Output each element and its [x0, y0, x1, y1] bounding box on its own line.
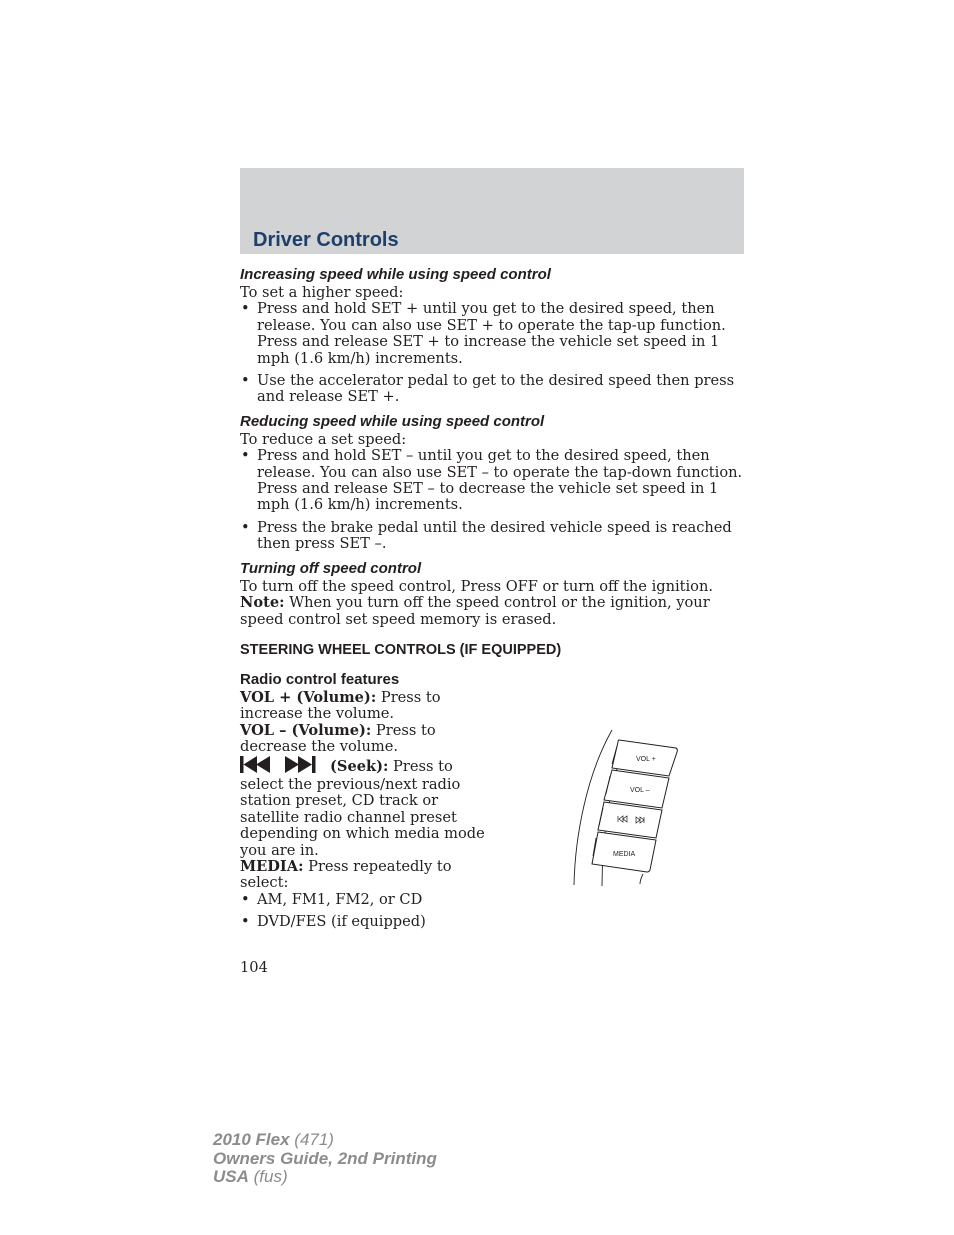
- reduce-list: [240, 448, 744, 552]
- media-text: Press repeatedly to select:: [240, 857, 452, 892]
- footer-model-code: (471): [289, 1130, 334, 1149]
- vol-up-button: [612, 740, 677, 776]
- increase-list: [240, 301, 744, 405]
- vol-up-button-label: VOL +: [636, 756, 656, 763]
- list-item: • Press the brake pedal until the desired vehicle speed is reached then press SET –.: [240, 520, 744, 553]
- media-options-list: [240, 892, 744, 931]
- vol-down-paragraph: [240, 723, 496, 756]
- turnoff-text: To turn off the speed control, Press OFF or turn off the ignition.: [240, 577, 713, 595]
- media-button-label: MEDIA: [613, 851, 636, 858]
- seek-text: Press to select the previous/next radio station preset, CD track or satellite radio channel preset depending on which media mode you are in.: [240, 757, 485, 859]
- media-button: [592, 832, 656, 872]
- vol-up-label: VOL + (Volume):: [240, 688, 377, 706]
- seek-button: [598, 802, 662, 838]
- footer-market: USA: [213, 1167, 249, 1186]
- list-item: • AM, FM1, FM2, or CD: [240, 892, 744, 908]
- note-text: When you turn off the speed control or the ignition, your speed control set speed memory is erased.: [240, 594, 710, 628]
- reduce-intro: To reduce a set speed:: [240, 430, 407, 448]
- footer-edition: Owners Guide, 2nd Printing: [213, 1148, 437, 1168]
- vol-down-button: [604, 770, 669, 808]
- steering-heading: STEERING WHEEL CONTROLS (IF EQUIPPED): [240, 641, 562, 658]
- vol-down-label: VOL – (Volume):: [240, 721, 372, 739]
- vol-up-text: Press to increase the volume.: [240, 688, 441, 723]
- footer-line-2: [213, 1150, 437, 1169]
- page-number: 104: [240, 959, 268, 976]
- list-item: • Press and hold SET + until you get to the desired speed, then release. You can also use SET + to operate the tap-up function. Press and release SET + to increase the vehicle set speed in 1 mph (1.6 km/h) increments.: [240, 301, 744, 367]
- turnoff-heading: Turning off speed control: [240, 559, 422, 577]
- section-title: Driver Controls: [253, 229, 399, 251]
- vol-up-paragraph: [240, 690, 496, 723]
- note-label: Note:: [240, 594, 285, 612]
- list-item: • DVD/FES (if equipped): [240, 914, 744, 930]
- media-label: MEDIA:: [240, 857, 304, 875]
- increase-intro: To set a higher speed:: [240, 284, 404, 301]
- media-paragraph: [240, 859, 496, 892]
- vol-down-text: Press to decrease the volume.: [240, 721, 436, 756]
- footer-line-1: [213, 1131, 437, 1150]
- seek-paragraph: [240, 756, 496, 859]
- increase-heading: Increasing speed while using speed control: [240, 266, 551, 283]
- reduce-heading: Reducing speed while using speed control: [240, 412, 545, 430]
- radio-subheading: Radio control features: [240, 670, 400, 688]
- footer-line-3: [213, 1168, 437, 1187]
- seek-icons: [240, 756, 322, 777]
- steering-wheel-controls-diagram: [572, 728, 682, 888]
- vol-down-button-label: VOL –: [630, 787, 650, 794]
- note-paragraph: [240, 595, 744, 628]
- footer: [213, 1131, 437, 1187]
- seek-previous-next-icon: [240, 756, 322, 773]
- seek-label: (Seek):: [330, 757, 389, 775]
- footer-market-code: (fus): [248, 1167, 288, 1186]
- list-item: • Press and hold SET – until you get to the desired speed, then release. You can also use SET – to operate the tap-down function. Press and release SET – to decrease the vehicle set speed in 1 mph (1.6 km/h) increments.: [240, 448, 744, 514]
- list-item: • Use the accelerator pedal to get to the desired speed then press and release SET +.: [240, 373, 744, 406]
- footer-model: 2010 Flex: [213, 1130, 290, 1149]
